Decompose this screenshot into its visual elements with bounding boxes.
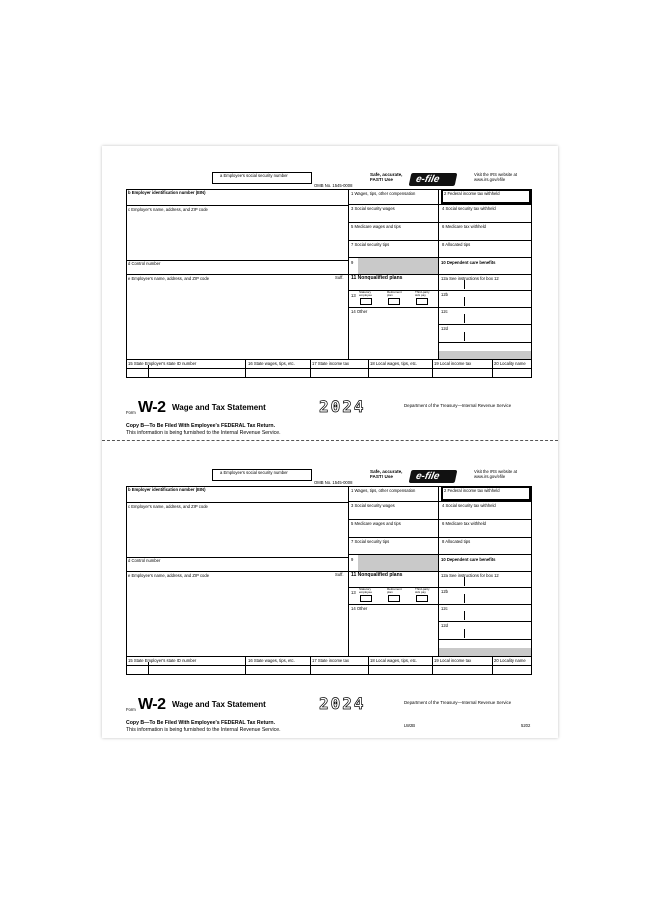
box-11-field[interactable] <box>350 282 436 289</box>
box-20-field[interactable] <box>494 369 530 377</box>
box-d-control-field[interactable] <box>128 267 346 273</box>
department-text: Department of the Treasury—Internal Revenue Service <box>404 403 512 408</box>
box-17-label: 17 State income tax <box>312 658 350 663</box>
box-b-ein-field[interactable] <box>128 493 346 501</box>
box-c-label: c Employer's name, address, and ZIP code <box>128 207 208 212</box>
statutory-checkbox[interactable] <box>360 595 372 602</box>
box-15-field[interactable] <box>150 369 244 377</box>
box-17-field[interactable] <box>312 369 367 377</box>
box-b-ein-field[interactable] <box>128 196 346 204</box>
box-4-field[interactable] <box>441 212 529 221</box>
box-16-label: 16 State wages, tips, etc. <box>248 361 295 366</box>
box-7-field[interactable] <box>350 248 436 256</box>
box-14-label: 14 Other <box>351 606 368 611</box>
box-e-employee-field[interactable] <box>128 579 346 655</box>
box-3-field[interactable] <box>350 509 436 518</box>
box-2-label: 2 Federal income tax withheld <box>444 191 500 196</box>
box-18-label: 18 Local wages, tips, etc. <box>370 361 418 366</box>
w2-form-top <box>102 172 558 447</box>
box-12b-field[interactable] <box>466 595 530 603</box>
box-11-field[interactable] <box>350 579 436 586</box>
box-5-label: 5 Medicare wages and tips <box>351 224 401 229</box>
box-7-label: 7 Social security tips <box>351 539 390 544</box>
box-8-label: 8 Allocated tips <box>442 242 471 247</box>
box-20-label: 20 Locality name <box>494 361 526 366</box>
box-12d-field[interactable] <box>466 629 530 638</box>
retirement-label: Retirement plan <box>387 587 402 595</box>
box-12c-label: 12c <box>441 309 448 314</box>
box-6-field[interactable] <box>441 527 529 536</box>
box-19-label: 19 Local income tax <box>434 658 472 663</box>
safe-accurate-text: Safe, accurate, FAST! Use <box>370 469 403 480</box>
thirdparty-label: Third-party sick pay <box>415 290 430 298</box>
box-9-label: 9 <box>351 557 354 562</box>
box-1-label: 1 Wages, tips, other compensation <box>351 488 416 493</box>
box-a-label: a Employee's social security number <box>220 173 288 178</box>
box-b-label: b Employer identification number (EIN) <box>128 190 206 195</box>
box-15-label: 15 State Employer's state ID number <box>128 361 197 366</box>
irs-website-text: Visit the IRS website at www.irs.gov/efile <box>474 172 517 183</box>
box-9-shaded <box>358 258 438 274</box>
box-18-field[interactable] <box>370 666 431 674</box>
box-11-label: 11 Nonqualified plans <box>351 275 403 281</box>
box-12b-label: 12b <box>441 589 448 594</box>
retirement-checkbox[interactable] <box>388 595 400 602</box>
form-code-left: LW2B <box>404 723 416 728</box>
box-12a-label: 12a See instructions for box 12 <box>441 573 499 578</box>
retirement-label: Retirement plan <box>387 290 402 298</box>
box-19-label: 19 Local income tax <box>434 361 472 366</box>
box-c-employer-field[interactable] <box>128 213 346 259</box>
furnished-line: This information is being furnished to the Internal Revenue Service. <box>126 430 281 436</box>
furnished-line: This information is being furnished to the Internal Revenue Service. <box>126 727 281 733</box>
form-name: W-2 <box>138 696 166 713</box>
box-3-label: 3 Social security wages <box>351 503 395 508</box>
box-12b-field[interactable] <box>466 298 530 306</box>
box-10-label: 10 Dependent care benefits <box>441 557 496 562</box>
box-c-employer-field[interactable] <box>128 510 346 556</box>
retirement-checkbox[interactable] <box>388 298 400 305</box>
box-15-label: 15 State Employer's state ID number <box>128 658 197 663</box>
box-6-field[interactable] <box>441 230 529 239</box>
suff-label: Suff. <box>335 572 344 577</box>
box-19-field[interactable] <box>434 369 491 377</box>
box-14-field[interactable] <box>350 612 436 655</box>
box-10-field[interactable] <box>441 266 529 273</box>
box-14-field[interactable] <box>350 315 436 358</box>
box-12d-field[interactable] <box>466 332 530 341</box>
omb-number: OMB No. 1545-0008 <box>314 480 353 485</box>
form-name: W-2 <box>138 399 166 416</box>
box-12a-field[interactable] <box>466 282 530 289</box>
box-2-field[interactable] <box>443 494 529 500</box>
box-1-field[interactable] <box>350 494 436 500</box>
box-1-field[interactable] <box>350 197 436 203</box>
form-label: Form <box>126 707 136 712</box>
box-12c-field[interactable] <box>466 315 530 323</box>
box-20-field[interactable] <box>494 666 530 674</box>
box-12b-label: 12b <box>441 292 448 297</box>
box-12a-field[interactable] <box>466 579 530 586</box>
box-12a-label: 12a See instructions for box 12 <box>441 276 499 281</box>
box-12d-label: 12d <box>441 623 448 628</box>
form-code-right: 5202 <box>521 723 531 728</box>
box-4-label: 4 Social security tax withheld <box>442 503 496 508</box>
box-20-label: 20 Locality name <box>494 658 526 663</box>
box-17-field[interactable] <box>312 666 367 674</box>
box-12c-field[interactable] <box>466 612 530 620</box>
box-2-field[interactable] <box>443 197 529 203</box>
tax-year: 2024 <box>319 397 366 416</box>
statutory-label: Statutory employee <box>359 290 373 298</box>
box-d-label: d Control number <box>128 261 161 266</box>
statutory-checkbox[interactable] <box>360 298 372 305</box>
safe-accurate-text: Safe, accurate, FAST! Use <box>370 172 403 183</box>
box-c-label: c Employer's name, address, and ZIP code <box>128 504 208 509</box>
form-label: Form <box>126 410 136 415</box>
w2-sheet <box>102 146 558 738</box>
omb-number: OMB No. 1545-0008 <box>314 183 353 188</box>
suff-label: Suff. <box>335 275 344 280</box>
box-8-field[interactable] <box>441 248 529 256</box>
form-title: Wage and Tax Statement <box>172 403 266 412</box>
thirdparty-checkbox[interactable] <box>416 595 428 602</box>
box-e-label: e Employee's name, address, and ZIP code <box>128 573 210 578</box>
box-b-label: b Employer identification number (EIN) <box>128 487 206 492</box>
box-12d-shaded <box>439 351 531 359</box>
box-12d-shaded <box>439 648 531 656</box>
box-6-label: 6 Medicare tax withheld <box>442 224 486 229</box>
efile-logo: e-file <box>409 470 458 483</box>
copy-b-line: Copy B—To Be Filed With Employee's FEDERAL Tax Return. <box>126 720 276 726</box>
box-13-label: 13 <box>351 293 356 298</box>
box-19-field[interactable] <box>434 666 491 674</box>
box-e-employee-field[interactable] <box>128 282 346 358</box>
efile-logo: e-file <box>409 173 458 186</box>
copy-b-line: Copy B—To Be Filed With Employee's FEDERAL Tax Return. <box>126 423 276 429</box>
box-10-label: 10 Dependent care benefits <box>441 260 496 265</box>
box-1-label: 1 Wages, tips, other compensation <box>351 191 416 196</box>
form-title: Wage and Tax Statement <box>172 700 266 709</box>
box-18-field[interactable] <box>370 369 431 377</box>
box-7-label: 7 Social security tips <box>351 242 390 247</box>
box-9-label: 9 <box>351 260 354 265</box>
box-8-field[interactable] <box>441 545 529 553</box>
box-9-shaded <box>358 555 438 571</box>
box-d-control-field[interactable] <box>128 564 346 570</box>
tax-year: 2024 <box>319 694 366 713</box>
irs-website-text: Visit the IRS website at www.irs.gov/efile <box>474 469 517 480</box>
box-d-label: d Control number <box>128 558 161 563</box>
thirdparty-checkbox[interactable] <box>416 298 428 305</box>
box-11-label: 11 Nonqualified plans <box>351 572 403 578</box>
department-text: Department of the Treasury—Internal Revenue Service <box>404 700 512 705</box>
box-3-label: 3 Social security wages <box>351 206 395 211</box>
box-17-label: 17 State income tax <box>312 361 350 366</box>
box-4-label: 4 Social security tax withheld <box>442 206 496 211</box>
box-8-label: 8 Allocated tips <box>442 539 471 544</box>
box-5-field[interactable] <box>350 527 436 536</box>
box-6-label: 6 Medicare tax withheld <box>442 521 486 526</box>
box-e-label: e Employee's name, address, and ZIP code <box>128 276 210 281</box>
box-18-label: 18 Local wages, tips, etc. <box>370 658 418 663</box>
statutory-label: Statutory employee <box>359 587 373 595</box>
box-3-field[interactable] <box>350 212 436 221</box>
box-10-field[interactable] <box>441 563 529 570</box>
thirdparty-label: Third-party sick pay <box>415 587 430 595</box>
box-14-label: 14 Other <box>351 309 368 314</box>
box-15-field[interactable] <box>150 666 244 674</box>
w2-form-bottom <box>102 469 558 744</box>
box-13-label: 13 <box>351 590 356 595</box>
box-16-field[interactable] <box>247 666 309 674</box>
box-16-label: 16 State wages, tips, etc. <box>248 658 295 663</box>
box-a-label: a Employee's social security number <box>220 470 288 475</box>
box-12c-label: 12c <box>441 606 448 611</box>
box-5-field[interactable] <box>350 230 436 239</box>
box-5-label: 5 Medicare wages and tips <box>351 521 401 526</box>
box-2-label: 2 Federal income tax withheld <box>444 488 500 493</box>
box-4-field[interactable] <box>441 509 529 518</box>
box-16-field[interactable] <box>247 369 309 377</box>
box-12d-label: 12d <box>441 326 448 331</box>
box-7-field[interactable] <box>350 545 436 553</box>
